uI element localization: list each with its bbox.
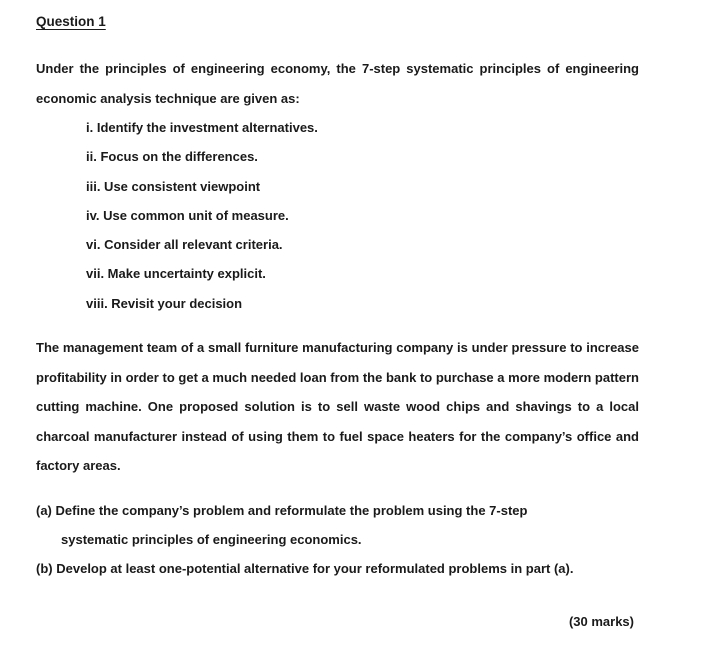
sub-question-text-continued: systematic principles of engineering economics. (61, 532, 362, 547)
principles-list (86, 113, 318, 318)
list-item: i. Identify the investment alternatives. (86, 120, 318, 135)
list-item: ii. Focus on the differences. (86, 149, 258, 165)
scenario-paragraph: The management team of a small furniture manufacturing company is under pressure to increase profitability in order to get a much needed loan from the bank to purchase a more modern pattern cutting machine. One proposed solution is to sell waste wood chips and shavings to a local charcoal manufacturer instead of using them to fuel space heaters for the company’s office and factory areas. (36, 340, 639, 473)
sub-questions (36, 496, 639, 583)
list-item: viii. Revisit your decision (86, 295, 243, 311)
sub-question-a (36, 496, 639, 554)
marks-allocation: (30 marks) (568, 614, 634, 629)
sub-question-label: (b) (36, 561, 53, 576)
sub-question-text: Define the company’s problem and reformulate the problem using the 7-step (55, 503, 528, 518)
sub-question-b (36, 554, 639, 583)
sub-question-label: (a) (36, 503, 52, 518)
intro-paragraph: Under the principles of engineering economy, the 7-step systematic principles of engineering economic analysis technique are given as: (36, 61, 639, 106)
list-item: vii. Make uncertainty explicit. (86, 266, 266, 282)
question-title: Question 1 (36, 14, 106, 29)
list-item: iii. Use consistent viewpoint (86, 178, 261, 194)
sub-question-text: Develop at least one-potential alternative for your reformulated problems in part (a). (56, 561, 574, 576)
list-item: iv. Use common unit of measure. (86, 207, 289, 223)
list-item: vi. Consider all relevant criteria. (86, 237, 283, 253)
